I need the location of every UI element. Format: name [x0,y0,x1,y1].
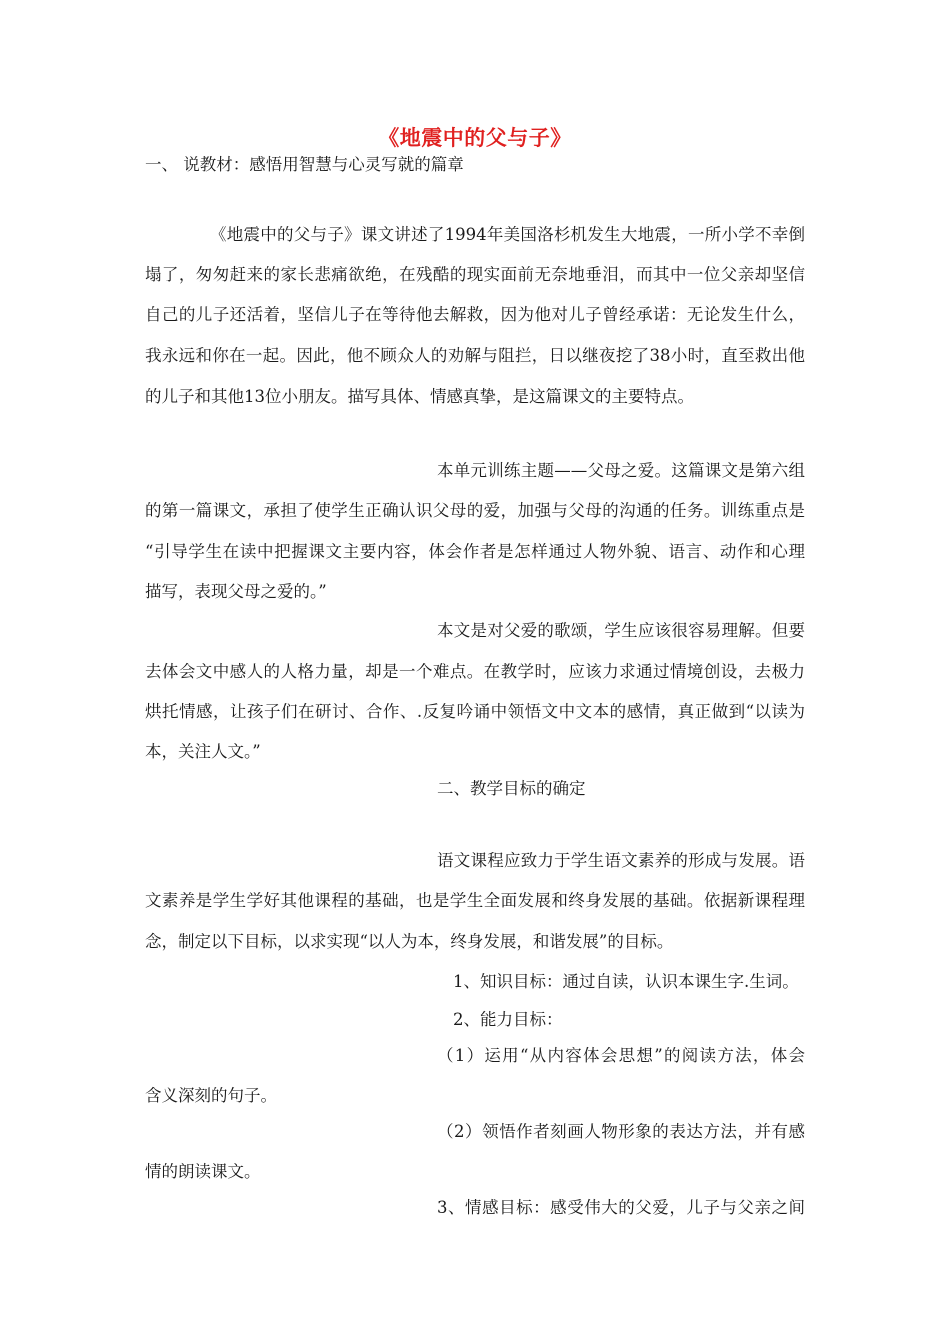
para1-line3: 自己的儿子还活着，坚信儿子在等待他去解救，因为他对儿子曾经承诺：无论发生什么， [145,305,805,324]
goal2-2-line2: 情的朗读课文。 [145,1162,261,1181]
section2-heading: 二、教学目标的确定 [437,779,586,798]
document-title: 《地震中的父与子》 [378,125,572,150]
para2-line4: 描写，表现父母之爱的。” [145,582,327,601]
goal2-1-line1: （1）运用“从内容体会思想”的阅读方法，体会 [437,1046,805,1065]
para1-line2: 塌了，匆匆赶来的家长悲痛欲绝，在残酷的现实面前无奈地垂泪，而其中一位父亲却坚信 [145,265,805,284]
goal2-1-line2: 含义深刻的句子。 [145,1086,277,1105]
para1-line1: 《地震中的父与子》课文讲述了1994年美国洛杉机发生大地震，一所小学不幸倒 [210,225,805,244]
goal1: 1、知识目标：通过自读，认识本课生字.生词。 [453,972,799,991]
para2-line2: 的第一篇课文，承担了使学生正确认识父母的爱，加强与父母的沟通的任务。训练重点是 [145,501,805,520]
para4-line3: 念，制定以下目标，以求实现“以人为本，终身发展，和谐发展”的目标。 [145,932,674,951]
goal2: 2、能力目标： [453,1010,563,1029]
para3-line2: 去体会文中感人的人格力量，却是一个难点。在教学时，应该力求通过情境创设，去极力 [145,662,805,681]
section1-heading: 一、 说教材：感悟用智慧与心灵写就的篇章 [145,155,464,174]
para2-line3: “引导学生在读中把握课文主要内容，体会作者是怎样通过人物外貌、语言、动作和心理 [145,542,805,561]
para3-line1: 本文是对父爱的歌颂，学生应该很容易理解。但要 [437,621,805,640]
para1-line4: 我永远和你在一起。因此，他不顾众人的劝解与阻拦，日以继夜挖了38小时，直至救出他 [145,346,805,365]
goal2-2-line1: （2）领悟作者刻画人物形象的表达方法，并有感 [437,1122,805,1141]
para4-line2: 文素养是学生学好其他课程的基础，也是学生全面发展和终身发展的基础。依据新课程理 [145,891,805,910]
para1-line5: 的儿子和其他13位小朋友。描写具体、情感真挚，是这篇课文的主要特点。 [145,387,694,406]
para3-line3: 烘托情感，让孩子们在研讨、合作、.反复吟诵中领悟文中文本的感情，真正做到“以读为 [145,702,805,721]
para4-line1: 语文课程应致力于学生语文素养的形成与发展。语 [437,851,805,870]
goal3: 3、情感目标：感受伟大的父爱，儿子与父亲之间 [437,1198,805,1217]
para3-line4: 本，关注人文。” [145,742,261,761]
para2-line1: 本单元训练主题——父母之爱。这篇课文是第六组 [437,461,805,480]
